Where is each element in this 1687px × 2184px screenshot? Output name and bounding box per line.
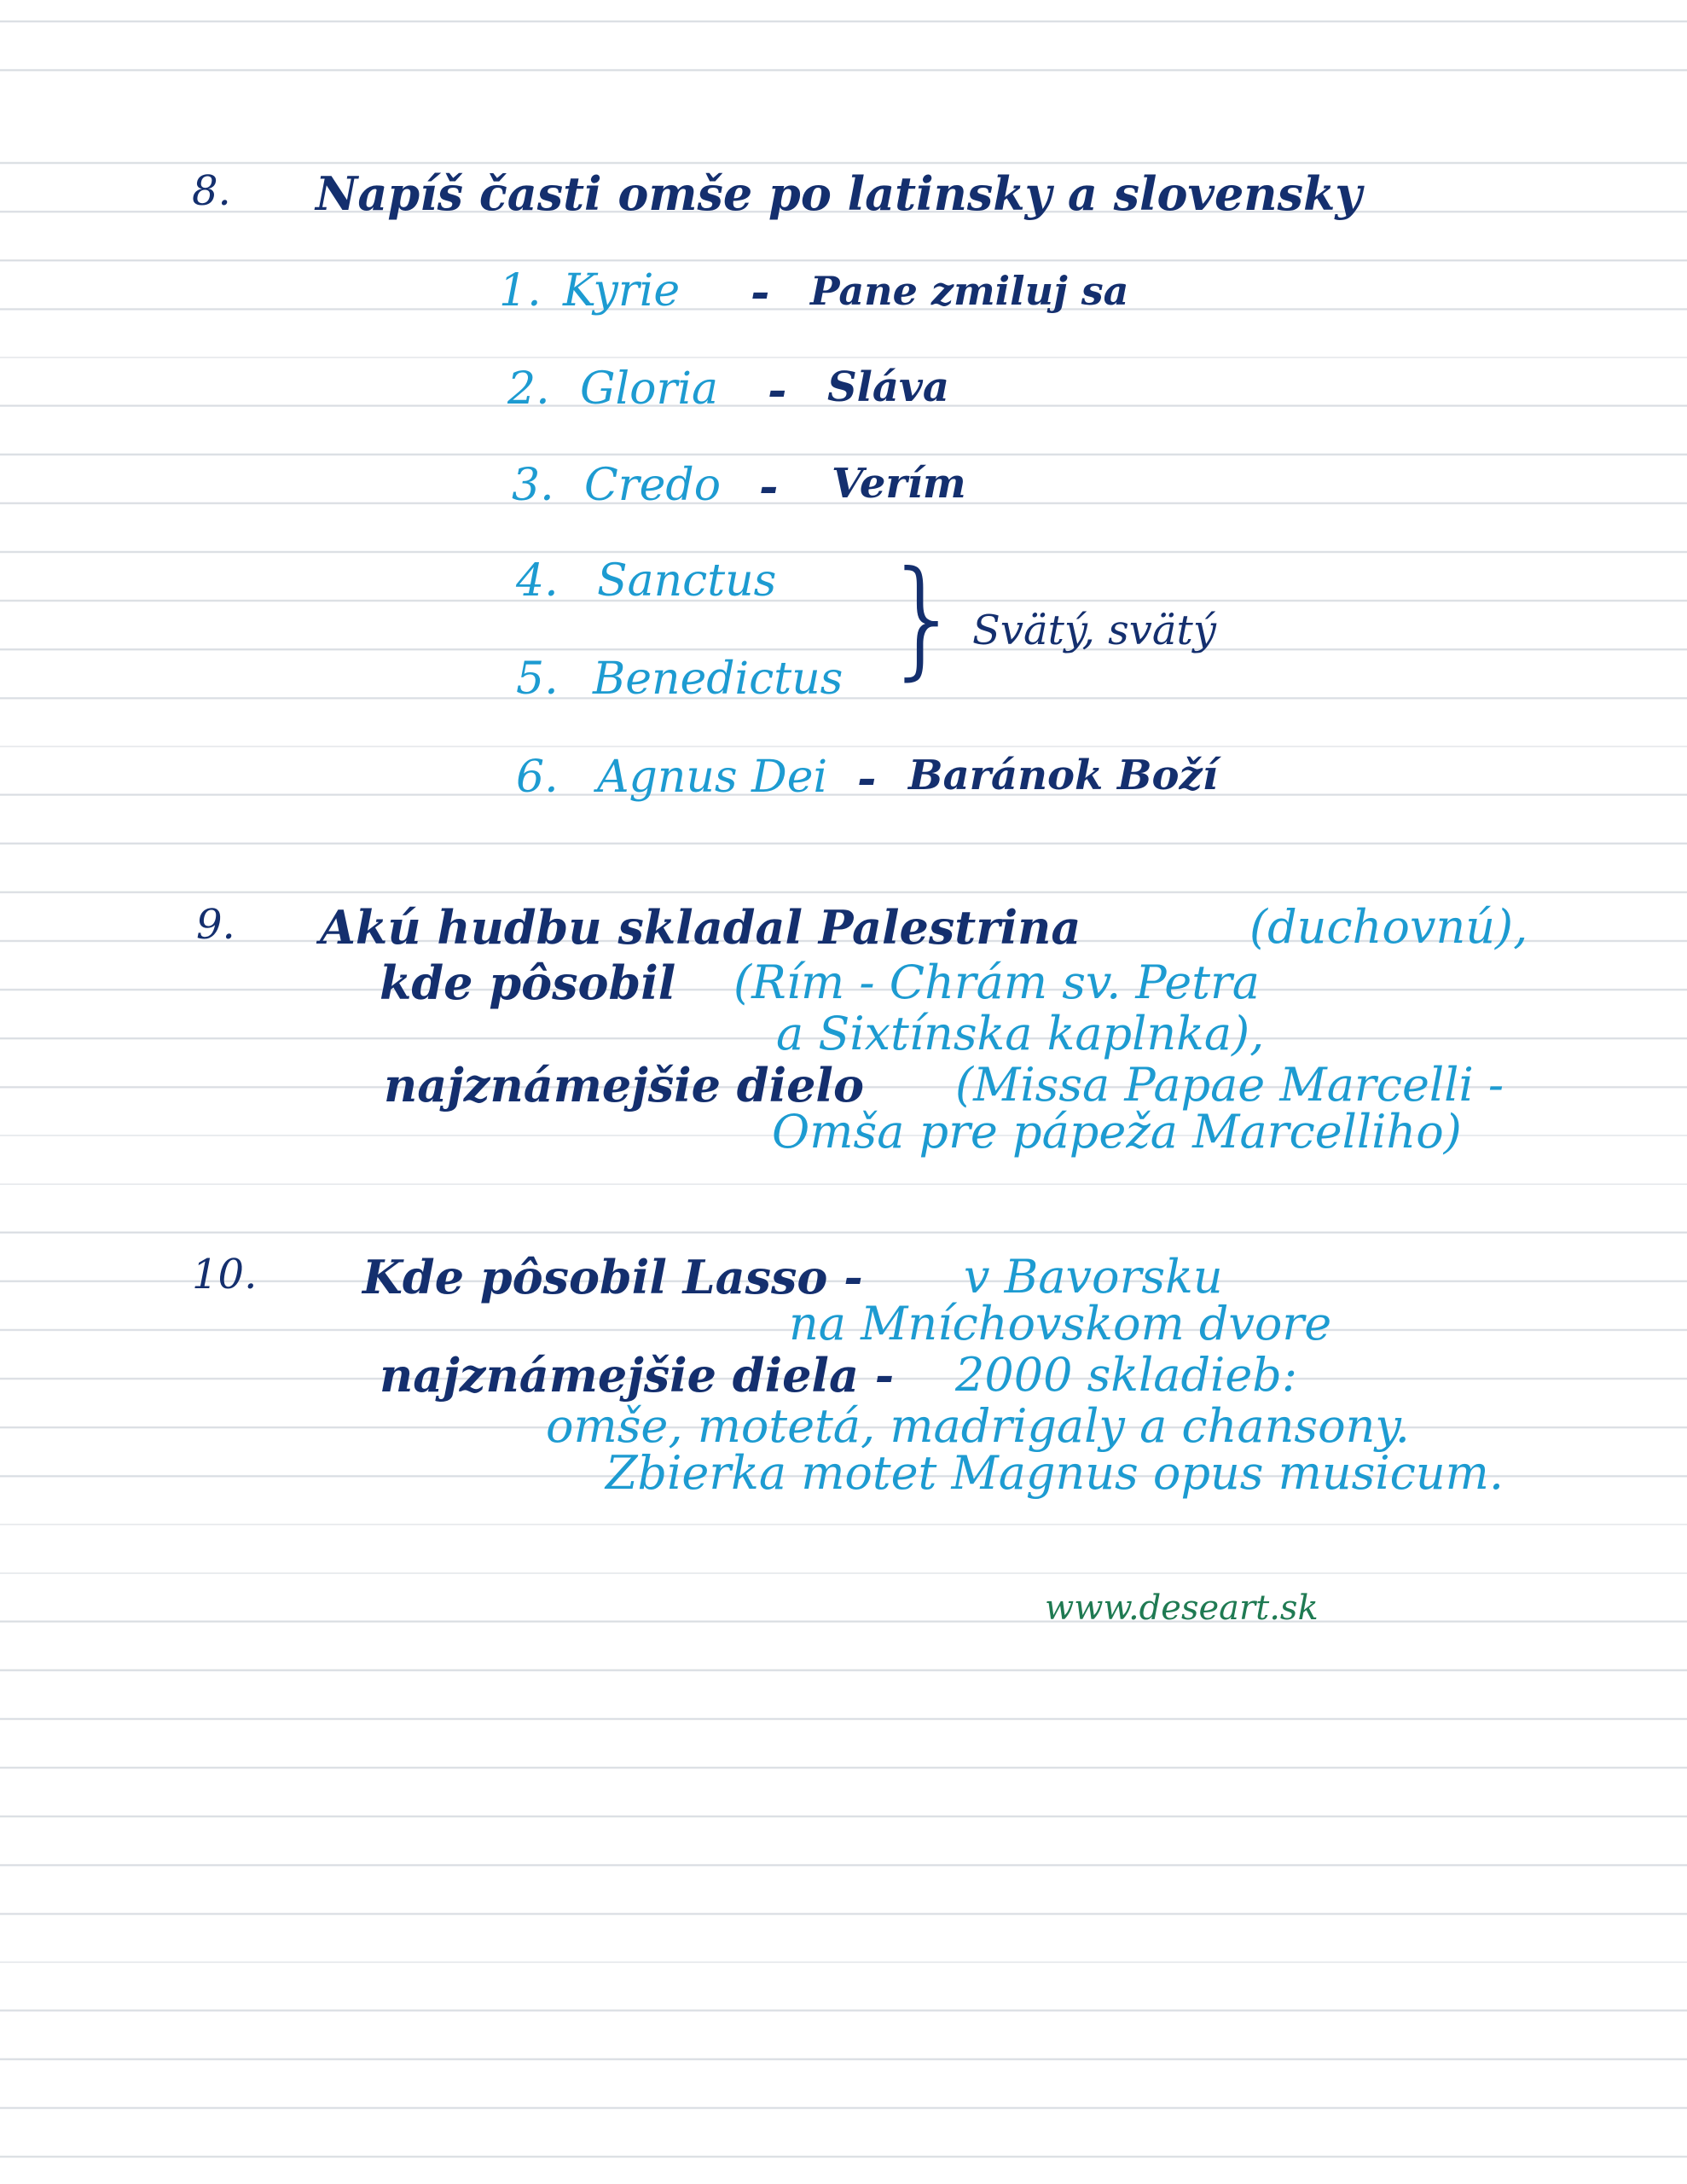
q9-answer-line4: (Missa Papae Marcelli - <box>955 1058 1504 1112</box>
q8-item1-latin: Kyrie <box>563 265 681 317</box>
q8-item2-slovak: Sláva <box>827 363 949 411</box>
q9-question-line4: najznámejšie dielo <box>384 1058 864 1112</box>
q8-number: 8. <box>192 167 231 215</box>
q10-answer-line2: na Mníchovskom dvore <box>789 1297 1332 1350</box>
watermark-text: www.deseart.sk <box>1045 1589 1319 1628</box>
q9-answer-line2: (Rím - Chrám sv. Petra <box>733 956 1260 1009</box>
q9-answer-line1: (duchovnú), <box>1249 900 1528 954</box>
q8-item6-dash: - <box>857 751 877 805</box>
q8-item2-dash: - <box>768 363 787 417</box>
q9-question-line1: Akú hudbu skladal Palestrina <box>320 900 1081 955</box>
q8-item3-slovak: Verím <box>832 460 966 508</box>
q8-bracket-text: Svätý, svätý <box>972 607 1216 654</box>
q10-question-line3: najznámejšie diela - <box>380 1348 895 1403</box>
q10-number: 10. <box>192 1251 258 1298</box>
q8-item5-num: 5. <box>516 653 559 705</box>
q10-answer-line5: Zbierka motet Magnus opus musicum. <box>606 1446 1504 1500</box>
q8-question: Napíš časti omše po latinsky a slovensky <box>316 166 1362 221</box>
q8-item3-dash: - <box>759 459 779 514</box>
q9-answer-line5: Omša pre pápeža Marcelliho) <box>772 1105 1462 1159</box>
q10-answer-line1: v Bavorsku <box>964 1250 1223 1304</box>
q8-item3-latin: Credo <box>584 460 722 511</box>
q8-item2-num: 2. <box>507 363 550 415</box>
q10-answer-line4: omše, motetá, madrigaly a chansony. <box>546 1399 1410 1453</box>
q8-item1-dash: - <box>751 264 770 319</box>
q8-item3-num: 3. <box>512 460 554 511</box>
q8-item6-slovak: Baránok Boží <box>908 752 1219 799</box>
q8-item1-num: 1. <box>499 265 542 317</box>
q8-item4-num: 4. <box>516 555 559 607</box>
q8-item1-slovak: Pane zmiluj sa <box>810 268 1129 314</box>
q8-item2-latin: Gloria <box>580 363 718 415</box>
q9-answer-line3: a Sixtínska kaplnka), <box>776 1007 1265 1060</box>
q8-item5-latin: Benedictus <box>593 653 844 705</box>
q10-answer-line3: 2000 skladieb: <box>955 1348 1298 1402</box>
q8-item6-latin: Agnus Dei <box>597 752 828 803</box>
q10-question-line1: Kde pôsobil Lasso - <box>362 1250 863 1304</box>
q8-item6-num: 6. <box>516 752 559 803</box>
q9-number: 9. <box>196 901 235 949</box>
q8-item4-latin: Sanctus <box>597 555 777 607</box>
q9-question-line2: kde pôsobil <box>380 956 676 1010</box>
curly-brace-icon: } <box>883 544 965 693</box>
